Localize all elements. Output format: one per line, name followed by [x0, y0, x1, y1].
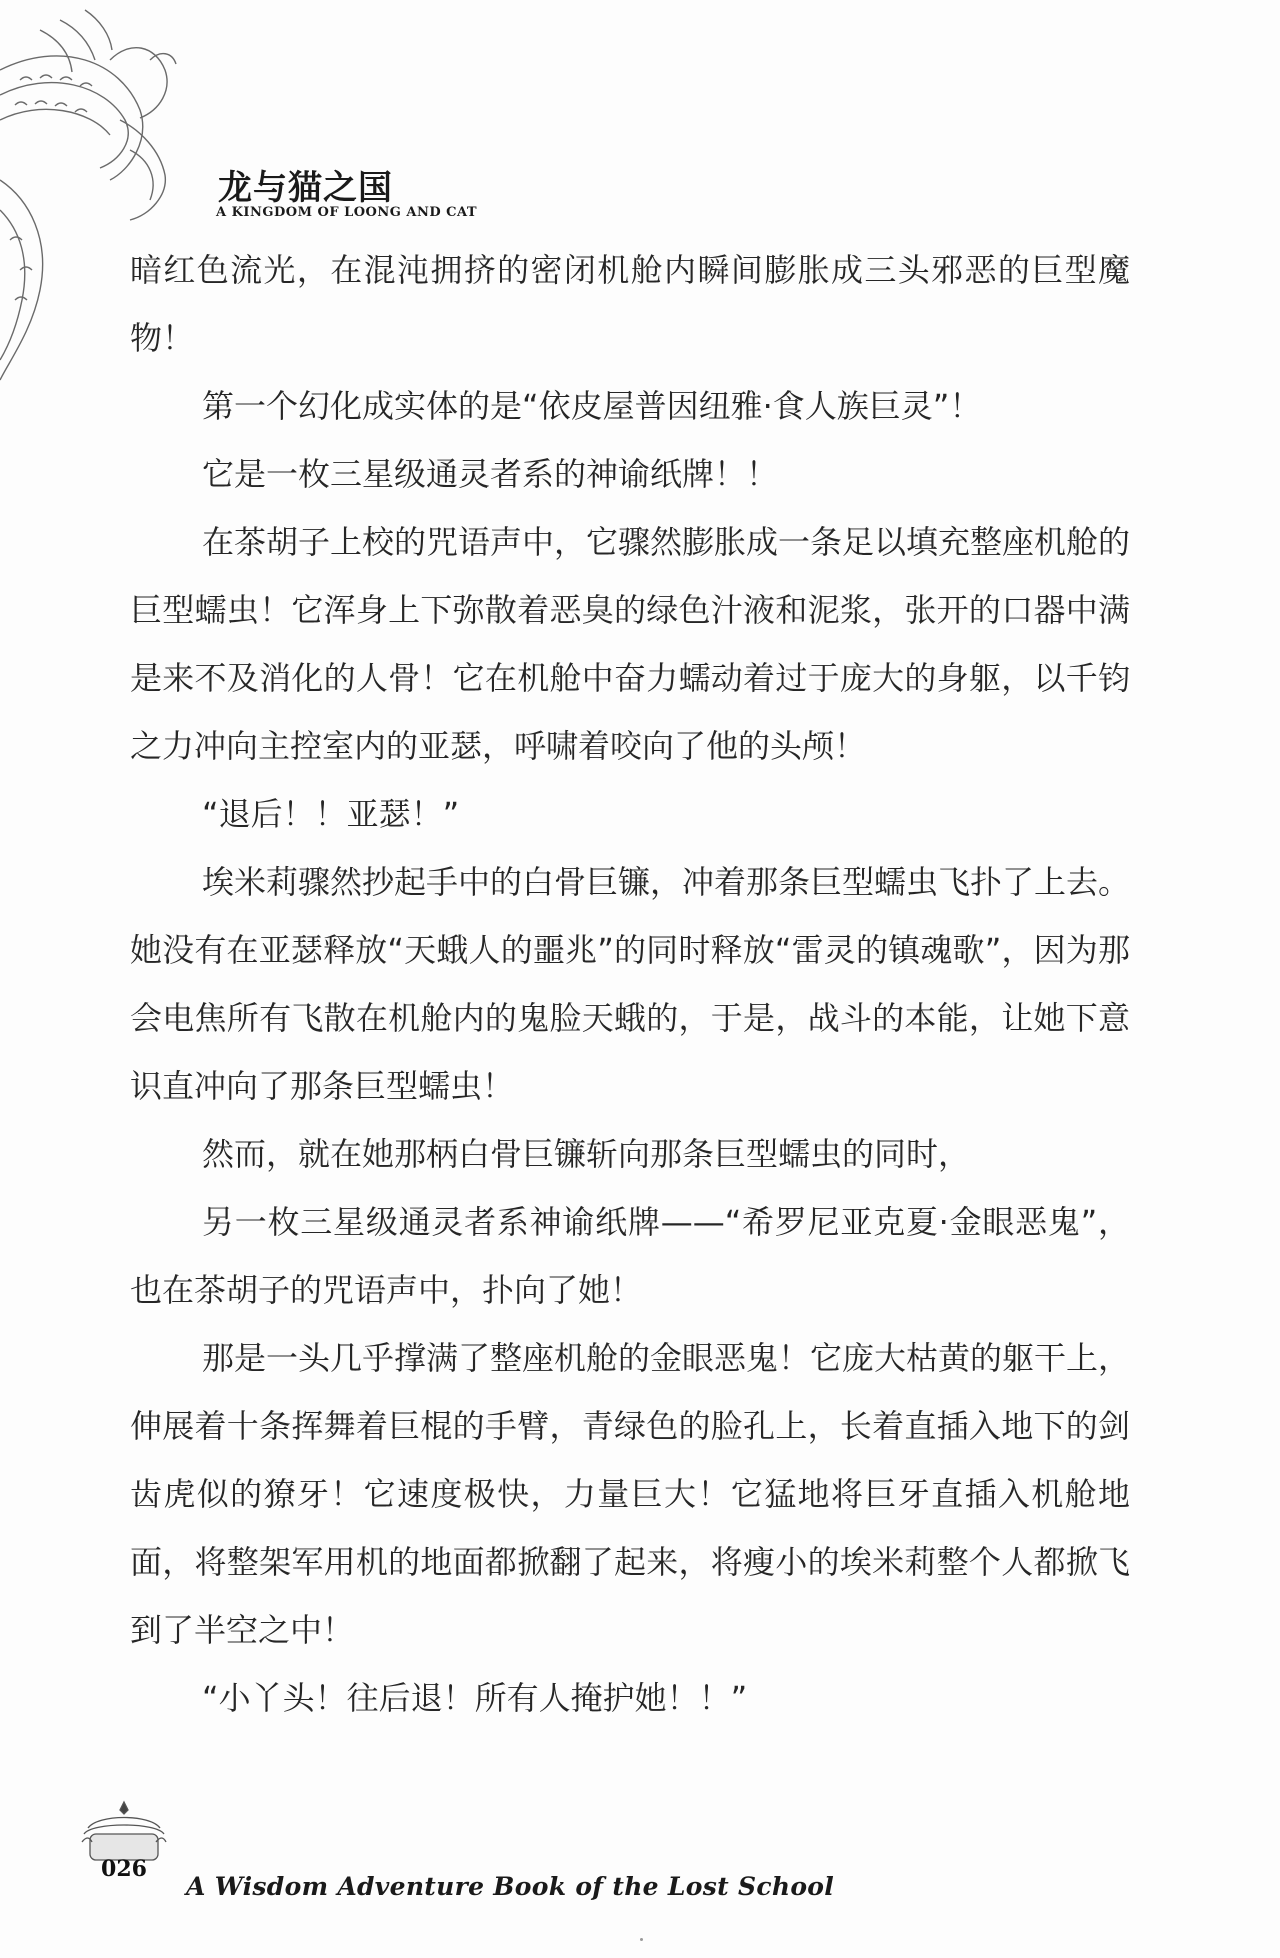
paragraph: 然而，就在她那柄白骨巨镰斩向那条巨型蠕虫的同时，	[202, 1135, 971, 1173]
book-subtitle: A KINGDOM OF LOONG AND CAT	[216, 205, 478, 220]
page-number: 026	[101, 1856, 147, 1882]
paragraph: 在茶胡子上校的咒语声中，它骤然膨胀成一条足以填充整座机舱的巨型蠕虫！它浑身上下弥散着恶臭的绿色汁液和泥浆，张开的口器中满是来不及消化的人骨！它在机舱中奋力蠕动着过于庞大的身躯，以千钧之力冲向主控室内的亚瑟，呼啸着咬向了他的头颅！	[130, 523, 1131, 765]
paragraph: “退后！！亚瑟！”	[202, 795, 460, 833]
page-badge-ornament-icon	[78, 1798, 170, 1864]
paragraph: 暗红色流光，在混沌拥挤的密闭机舱内瞬间膨胀成三头邪恶的巨型魔物！	[130, 251, 1130, 357]
series-title: A Wisdom Adventure Book of the Lost School	[186, 1872, 835, 1901]
scan-speck	[640, 1938, 643, 1941]
paragraph: 它是一枚三星级通灵者系的神谕纸牌！！	[202, 455, 779, 493]
paragraph: 那是一头几乎撑满了整座机舱的金眼恶鬼！它庞大枯黄的躯干上，伸展着十条挥舞着巨棍的手臂，青绿色的脸孔上，长着直插入地下的剑齿虎似的獠牙！它速度极快，力量巨大！它猛地将巨牙直插入机舱地面，将整架军用机的地面都掀翻了起来，将瘦小的埃米莉整个人都掀飞到了半空之中！	[130, 1339, 1131, 1649]
book-title: 龙与猫之国	[218, 168, 393, 208]
paragraph: 埃米莉骤然抄起手中的白骨巨镰，冲着那条巨型蠕虫飞扑了上去。她没有在亚瑟释放“天蛾人的噩兆”的同时释放“雷灵的镇魂歌”，因为那会电焦所有飞散在机舱内的鬼脸天蛾的，于是，战斗的本能，让她下意识直冲向了那条巨型蠕虫！	[130, 863, 1131, 1105]
paragraph: 另一枚三星级通灵者系神谕纸牌——“希罗尼亚克夏·金眼恶鬼”，也在茶胡子的咒语声中，扑向了她！	[130, 1203, 1130, 1309]
paragraph: “小丫头！往后退！所有人掩护她！！”	[202, 1679, 748, 1717]
paragraph: 第一个幻化成实体的是“依皮屋普因纽雅·食人族巨灵”！	[202, 387, 982, 425]
body-text	[130, 236, 1130, 1732]
